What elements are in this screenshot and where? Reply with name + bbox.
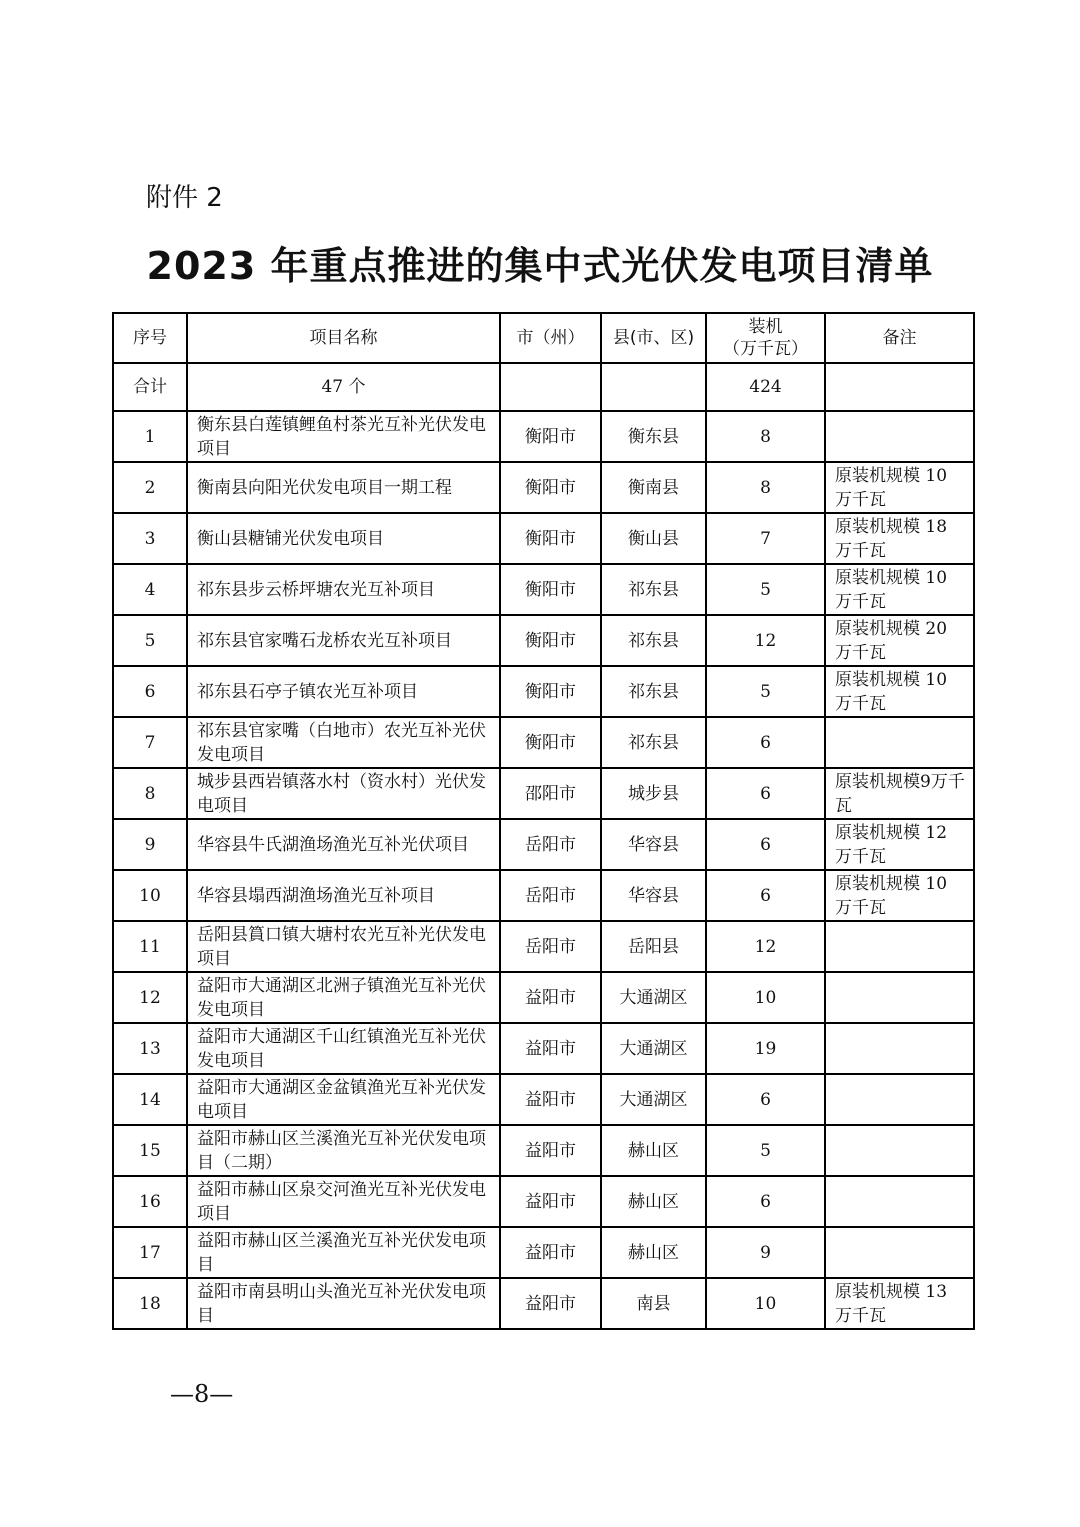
cell-city: 益阳市: [500, 1227, 601, 1278]
cell-capacity: 6: [706, 870, 825, 921]
cell-serial-number: 7: [113, 717, 187, 768]
table-row: [113, 1176, 974, 1227]
cell-capacity: 6: [706, 768, 825, 819]
header-project-name: 项目名称: [187, 313, 500, 363]
table-row: [113, 411, 974, 462]
cell-serial-number: 4: [113, 564, 187, 615]
cell-capacity: 5: [706, 564, 825, 615]
cell-county: 衡东县: [601, 411, 706, 462]
cell-project-name: 衡南县向阳光伏发电项目一期工程: [187, 462, 500, 513]
total-project-count: 47 个: [187, 363, 500, 411]
cell-project-name: 益阳市大通湖区千山红镇渔光互补光伏发电项目: [187, 1023, 500, 1074]
table-row: [113, 513, 974, 564]
cell-project-name: 益阳市大通湖区金盆镇渔光互补光伏发电项目: [187, 1074, 500, 1125]
cell-capacity: 5: [706, 1125, 825, 1176]
cell-county: 大通湖区: [601, 1023, 706, 1074]
table-row: [113, 1125, 974, 1176]
table-row: [113, 1278, 974, 1329]
table-row: [113, 768, 974, 819]
cell-project-name: 祁东县官家嘴（白地市）农光互补光伏发电项目: [187, 717, 500, 768]
cell-note: [825, 717, 974, 768]
cell-capacity: 6: [706, 1074, 825, 1125]
cell-note: [825, 1227, 974, 1278]
cell-project-name: 祁东县官家嘴石龙桥农光互补项目: [187, 615, 500, 666]
cell-serial-number: 14: [113, 1074, 187, 1125]
total-county-cell: [601, 363, 706, 411]
cell-note: [825, 411, 974, 462]
cell-serial-number: 6: [113, 666, 187, 717]
cell-city: 邵阳市: [500, 768, 601, 819]
cell-serial-number: 3: [113, 513, 187, 564]
cell-note: 原装机规模 13 万千瓦: [825, 1278, 974, 1329]
cell-county: 岳阳县: [601, 921, 706, 972]
header-serial-number: 序号: [113, 313, 187, 363]
table-row: [113, 666, 974, 717]
cell-capacity: 9: [706, 1227, 825, 1278]
cell-note: 原装机规模 10 万千瓦: [825, 462, 974, 513]
cell-serial-number: 10: [113, 870, 187, 921]
cell-capacity: 8: [706, 462, 825, 513]
cell-note: [825, 921, 974, 972]
table-row: [113, 1023, 974, 1074]
header-capacity: 装机 （万千瓦）: [706, 313, 825, 363]
cell-city: 益阳市: [500, 1074, 601, 1125]
total-row: [113, 363, 974, 411]
cell-note: 原装机规模 12 万千瓦: [825, 819, 974, 870]
cell-capacity: 10: [706, 972, 825, 1023]
table-body: [113, 363, 974, 1329]
cell-serial-number: 15: [113, 1125, 187, 1176]
cell-city: 衡阳市: [500, 615, 601, 666]
cell-capacity: 12: [706, 921, 825, 972]
cell-note: 原装机规模 10 万千瓦: [825, 666, 974, 717]
project-table: [112, 312, 975, 1330]
cell-city: 衡阳市: [500, 564, 601, 615]
total-city-cell: [500, 363, 601, 411]
cell-county: 赫山区: [601, 1176, 706, 1227]
cell-project-name: 益阳市赫山区泉交河渔光互补光伏发电项目: [187, 1176, 500, 1227]
cell-city: 衡阳市: [500, 666, 601, 717]
cell-county: 赫山区: [601, 1227, 706, 1278]
table-row: [113, 615, 974, 666]
cell-county: 南县: [601, 1278, 706, 1329]
cell-city: 衡阳市: [500, 717, 601, 768]
header-city: 市（州）: [500, 313, 601, 363]
cell-city: 益阳市: [500, 1278, 601, 1329]
cell-capacity: 6: [706, 717, 825, 768]
cell-note: [825, 1125, 974, 1176]
cell-note: 原装机规模 18 万千瓦: [825, 513, 974, 564]
table-row: [113, 564, 974, 615]
cell-project-name: 华容县牛氏湖渔场渔光互补光伏项目: [187, 819, 500, 870]
cell-project-name: 祁东县石亭子镇农光互补项目: [187, 666, 500, 717]
cell-capacity: 8: [706, 411, 825, 462]
cell-city: 衡阳市: [500, 462, 601, 513]
cell-serial-number: 2: [113, 462, 187, 513]
cell-county: 祁东县: [601, 666, 706, 717]
cell-project-name: 祁东县步云桥坪塘农光互补项目: [187, 564, 500, 615]
cell-project-name: 益阳市南县明山头渔光互补光伏发电项目: [187, 1278, 500, 1329]
cell-city: 益阳市: [500, 1125, 601, 1176]
cell-city: 岳阳市: [500, 870, 601, 921]
table-row: [113, 921, 974, 972]
cell-capacity: 19: [706, 1023, 825, 1074]
cell-county: 衡南县: [601, 462, 706, 513]
cell-county: 祁东县: [601, 717, 706, 768]
cell-serial-number: 5: [113, 615, 187, 666]
cell-city: 益阳市: [500, 1176, 601, 1227]
page-number: —8—: [170, 1380, 234, 1408]
cell-county: 大通湖区: [601, 972, 706, 1023]
cell-note: [825, 972, 974, 1023]
cell-county: 祁东县: [601, 615, 706, 666]
cell-project-name: 益阳市大通湖区北洲子镇渔光互补光伏发电项目: [187, 972, 500, 1023]
cell-capacity: 10: [706, 1278, 825, 1329]
cell-capacity: 6: [706, 1176, 825, 1227]
cell-project-name: 岳阳县篔口镇大塘村农光互补光伏发电项目: [187, 921, 500, 972]
table-row: [113, 462, 974, 513]
cell-capacity: 12: [706, 615, 825, 666]
cell-county: 城步县: [601, 768, 706, 819]
cell-city: 益阳市: [500, 972, 601, 1023]
attachment-label: 附件 2: [146, 183, 223, 213]
cell-project-name: 益阳市赫山区兰溪渔光互补光伏发电项目: [187, 1227, 500, 1278]
cell-city: 益阳市: [500, 1023, 601, 1074]
cell-county: 祁东县: [601, 564, 706, 615]
cell-project-name: 衡山县糖铺光伏发电项目: [187, 513, 500, 564]
table-row: [113, 1227, 974, 1278]
cell-city: 衡阳市: [500, 411, 601, 462]
cell-note: 原装机规模9万千瓦: [825, 768, 974, 819]
total-note-cell: [825, 363, 974, 411]
cell-county: 大通湖区: [601, 1074, 706, 1125]
cell-note: 原装机规模 20 万千瓦: [825, 615, 974, 666]
cell-project-name: 城步县西岩镇落水村（资水村）光伏发电项目: [187, 768, 500, 819]
document-title: 2023 年重点推进的集中式光伏发电项目清单: [146, 244, 934, 288]
cell-county: 衡山县: [601, 513, 706, 564]
cell-county: 华容县: [601, 819, 706, 870]
table-header-row: [113, 313, 974, 363]
table-row: [113, 1074, 974, 1125]
cell-city: 岳阳市: [500, 921, 601, 972]
cell-county: 赫山区: [601, 1125, 706, 1176]
cell-project-name: 衡东县白莲镇鲤鱼村茶光互补光伏发电项目: [187, 411, 500, 462]
cell-note: [825, 1074, 974, 1125]
cell-note: [825, 1023, 974, 1074]
cell-serial-number: 18: [113, 1278, 187, 1329]
cell-serial-number: 9: [113, 819, 187, 870]
cell-county: 华容县: [601, 870, 706, 921]
cell-city: 岳阳市: [500, 819, 601, 870]
cell-city: 衡阳市: [500, 513, 601, 564]
cell-note: 原装机规模 10 万千瓦: [825, 564, 974, 615]
table-row: [113, 717, 974, 768]
header-county: 县(市、区): [601, 313, 706, 363]
cell-serial-number: 11: [113, 921, 187, 972]
cell-capacity: 7: [706, 513, 825, 564]
cell-serial-number: 8: [113, 768, 187, 819]
total-capacity: 424: [706, 363, 825, 411]
cell-note: [825, 1176, 974, 1227]
cell-capacity: 6: [706, 819, 825, 870]
cell-serial-number: 1: [113, 411, 187, 462]
cell-capacity: 5: [706, 666, 825, 717]
cell-note: 原装机规模 10 万千瓦: [825, 870, 974, 921]
cell-project-name: 益阳市赫山区兰溪渔光互补光伏发电项目（二期）: [187, 1125, 500, 1176]
table-row: [113, 972, 974, 1023]
table-row: [113, 819, 974, 870]
cell-project-name: 华容县塌西湖渔场渔光互补项目: [187, 870, 500, 921]
cell-serial-number: 13: [113, 1023, 187, 1074]
table-row: [113, 870, 974, 921]
header-note: 备注: [825, 313, 974, 363]
cell-serial-number: 17: [113, 1227, 187, 1278]
cell-serial-number: 16: [113, 1176, 187, 1227]
cell-serial-number: 12: [113, 972, 187, 1023]
total-label: 合计: [113, 363, 187, 411]
